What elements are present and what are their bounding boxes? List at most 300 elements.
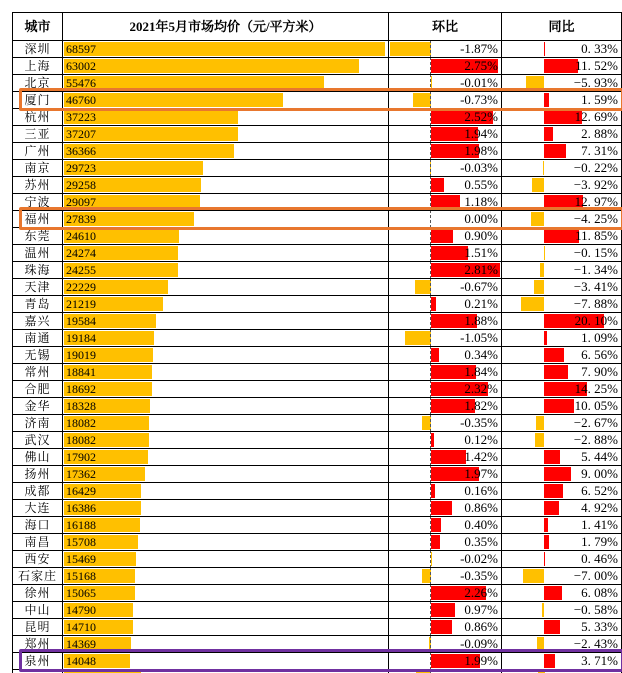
yoy-bar xyxy=(544,535,549,549)
mom-cell xyxy=(389,517,502,533)
yoy-cell xyxy=(502,449,621,465)
city-cell: 常州 xyxy=(13,364,63,380)
price-cell xyxy=(63,568,389,584)
city-cell: 南通 xyxy=(13,330,63,346)
mom-value: 1.84% xyxy=(464,364,498,379)
zero-axis-line xyxy=(430,364,431,380)
table-row xyxy=(13,636,621,653)
yoy-cell xyxy=(502,330,621,346)
yoy-value: −7. 00% xyxy=(573,568,618,583)
mom-value: -0.73% xyxy=(460,92,498,107)
city-cell: 温州 xyxy=(13,245,63,261)
header-price-title: 2021年5月市场均价（元/平方米） xyxy=(63,13,389,40)
header-yoy: 同比 xyxy=(548,19,575,34)
yoy-bar xyxy=(526,76,544,90)
city-cell: 福州 xyxy=(13,211,63,227)
yoy-cell xyxy=(502,619,621,635)
mom-bar xyxy=(413,93,431,107)
city-cell: 合肥 xyxy=(13,381,63,397)
yoy-bar xyxy=(544,348,564,362)
yoy-bar xyxy=(537,637,544,651)
yoy-cell xyxy=(502,75,621,91)
price-cell xyxy=(63,262,389,278)
yoy-cell xyxy=(502,500,621,516)
mom-bar xyxy=(431,450,466,464)
yoy-value: 5. 44% xyxy=(581,449,618,464)
yoy-bar xyxy=(543,161,544,175)
yoy-value: −0. 22% xyxy=(573,160,618,175)
price-cell xyxy=(63,296,389,312)
yoy-bar xyxy=(531,212,544,226)
yoy-bar xyxy=(542,603,544,617)
mom-cell xyxy=(389,551,502,567)
price-cell xyxy=(63,109,389,125)
city-cell: 徐州 xyxy=(13,585,63,601)
mom-cell xyxy=(389,75,502,91)
yoy-bar xyxy=(544,467,571,481)
city-cell: 珠海 xyxy=(13,262,63,278)
price-value: 15708 xyxy=(66,535,96,549)
mom-cell xyxy=(389,653,502,669)
table-row xyxy=(13,534,621,551)
yoy-value: 1. 79% xyxy=(581,534,618,549)
price-cell xyxy=(63,58,389,74)
city-cell: 济南 xyxy=(13,415,63,431)
city-cell: 佛山 xyxy=(13,449,63,465)
city-cell: 武汉 xyxy=(13,432,63,448)
zero-axis-line xyxy=(430,109,431,125)
table-row xyxy=(13,92,621,109)
yoy-cell xyxy=(502,228,621,244)
price-cell xyxy=(63,517,389,533)
price-cell xyxy=(63,483,389,499)
price-cell xyxy=(63,653,389,669)
table-row xyxy=(13,41,621,58)
yoy-value: 12. 69% xyxy=(574,109,618,124)
yoy-cell xyxy=(502,211,621,227)
table-row xyxy=(13,75,621,92)
mom-cell xyxy=(389,279,502,295)
mom-cell xyxy=(389,466,502,482)
mom-cell xyxy=(389,211,502,227)
zero-axis-line xyxy=(430,347,431,363)
price-cell xyxy=(63,41,389,57)
price-value: 15065 xyxy=(66,586,96,600)
yoy-bar xyxy=(544,127,553,141)
table-row xyxy=(13,568,621,585)
zero-axis-line xyxy=(430,568,431,584)
city-cell: 嘉兴 xyxy=(13,313,63,329)
mom-value: 1.51% xyxy=(464,245,498,260)
mom-value: 1.98% xyxy=(464,143,498,158)
zero-axis-line xyxy=(430,466,431,482)
yoy-cell xyxy=(502,279,621,295)
zero-axis-line xyxy=(430,585,431,601)
header-mom: 环比 xyxy=(389,13,502,40)
mom-cell xyxy=(389,432,502,448)
city-cell: 杭州 xyxy=(13,109,63,125)
mom-cell xyxy=(389,636,502,652)
yoy-cell xyxy=(502,296,621,312)
table-row xyxy=(13,449,621,466)
price-value: 29097 xyxy=(66,195,96,209)
price-cell xyxy=(63,126,389,142)
mom-bar xyxy=(431,433,434,447)
zero-axis-line xyxy=(430,653,431,669)
city-cell: 昆明 xyxy=(13,619,63,635)
yoy-bar xyxy=(532,178,544,192)
mom-bar xyxy=(431,348,439,362)
price-value: 24274 xyxy=(66,246,96,260)
yoy-bar xyxy=(523,569,544,583)
yoy-cell xyxy=(502,653,621,669)
mom-bar xyxy=(405,331,431,345)
price-value: 24610 xyxy=(66,229,96,243)
price-cell xyxy=(63,551,389,567)
price-value: 16386 xyxy=(66,501,96,515)
zero-axis-line xyxy=(430,500,431,516)
zero-axis-line xyxy=(430,636,431,652)
price-cell xyxy=(63,585,389,601)
zero-axis-line xyxy=(430,534,431,550)
price-value: 21219 xyxy=(66,297,96,311)
zero-axis-line xyxy=(430,194,431,210)
price-value: 27839 xyxy=(66,212,96,226)
city-cell: 成都 xyxy=(13,483,63,499)
table-row xyxy=(13,330,621,347)
price-value: 29723 xyxy=(66,161,96,175)
yoy-cell xyxy=(502,636,621,652)
mom-value: 1.94% xyxy=(464,126,498,141)
zero-axis-line xyxy=(430,517,431,533)
price-value: 18328 xyxy=(66,399,96,413)
price-cell xyxy=(63,330,389,346)
price-value: 37207 xyxy=(66,127,96,141)
mom-value: 0.21% xyxy=(464,296,498,311)
yoy-cell xyxy=(502,381,621,397)
mom-cell xyxy=(389,194,502,210)
yoy-value: −5. 93% xyxy=(573,75,618,90)
price-cell xyxy=(63,313,389,329)
price-cell xyxy=(63,636,389,652)
yoy-bar xyxy=(535,433,544,447)
yoy-bar xyxy=(544,518,548,532)
price-value: 19019 xyxy=(66,348,96,362)
mom-value: -0.01% xyxy=(460,75,498,90)
mom-cell xyxy=(389,364,502,380)
mom-value: -0.03% xyxy=(460,160,498,175)
zero-axis-line xyxy=(430,415,431,431)
zero-axis-line xyxy=(430,619,431,635)
zero-axis-line xyxy=(430,483,431,499)
price-value: 36366 xyxy=(66,144,96,158)
mom-value: 0.35% xyxy=(464,534,498,549)
zero-axis-line xyxy=(430,245,431,261)
table-row xyxy=(13,551,621,568)
price-value: 37223 xyxy=(66,110,96,124)
city-cell: 南京 xyxy=(13,160,63,176)
price-cell xyxy=(63,245,389,261)
yoy-cell xyxy=(502,177,621,193)
table-row xyxy=(13,160,621,177)
city-cell: 无锡 xyxy=(13,347,63,363)
yoy-bar xyxy=(544,93,549,107)
table-row xyxy=(13,585,621,602)
yoy-bar xyxy=(540,263,544,277)
mom-cell xyxy=(389,534,502,550)
mom-value: 2.81% xyxy=(464,262,498,277)
zero-axis-line xyxy=(430,551,431,567)
price-value: 68597 xyxy=(66,42,96,56)
city-cell: 中山 xyxy=(13,602,63,618)
mom-cell xyxy=(389,449,502,465)
mom-cell xyxy=(389,585,502,601)
price-value: 24255 xyxy=(66,263,96,277)
yoy-bar xyxy=(544,484,563,498)
table-row xyxy=(13,602,621,619)
price-value: 15168 xyxy=(66,569,96,583)
price-cell xyxy=(63,466,389,482)
yoy-cell xyxy=(502,534,621,550)
yoy-value: 11. 52% xyxy=(575,58,618,73)
table-row xyxy=(13,245,621,262)
mom-bar xyxy=(431,229,453,243)
zero-axis-line xyxy=(430,41,431,57)
mom-value: 1.18% xyxy=(464,194,498,209)
table-row xyxy=(13,364,621,381)
price-value: 29258 xyxy=(66,178,96,192)
price-value: 63002 xyxy=(66,59,96,73)
yoy-value: −2. 88% xyxy=(573,432,618,447)
table-row xyxy=(13,262,621,279)
zero-axis-line xyxy=(430,449,431,465)
mom-value: 0.86% xyxy=(464,500,498,515)
mom-bar xyxy=(431,484,435,498)
price-cell xyxy=(63,500,389,516)
zero-axis-line xyxy=(430,381,431,397)
mom-cell xyxy=(389,92,502,108)
yoy-value: 9. 00% xyxy=(581,466,618,481)
yoy-cell xyxy=(502,415,621,431)
city-cell: 广州 xyxy=(13,143,63,159)
price-cell xyxy=(63,602,389,618)
yoy-value: 5. 33% xyxy=(581,619,618,634)
mom-bar xyxy=(431,620,452,634)
table-row xyxy=(13,466,621,483)
yoy-value: −3. 92% xyxy=(573,177,618,192)
mom-value: -0.02% xyxy=(460,551,498,566)
yoy-cell xyxy=(502,602,621,618)
mom-cell xyxy=(389,483,502,499)
yoy-cell xyxy=(502,568,621,584)
mom-cell xyxy=(389,381,502,397)
mom-value: 0.40% xyxy=(464,517,498,532)
table-row xyxy=(13,58,621,75)
price-value: 15469 xyxy=(66,552,96,566)
yoy-cell xyxy=(502,551,621,567)
mom-bar xyxy=(431,246,468,260)
price-value: 18082 xyxy=(66,416,96,430)
price-value: 18841 xyxy=(66,365,96,379)
mom-cell xyxy=(389,568,502,584)
yoy-bar xyxy=(544,365,568,379)
mom-value: -0.67% xyxy=(460,279,498,294)
mom-value: 2.26% xyxy=(464,585,498,600)
city-cell: 金华 xyxy=(13,398,63,414)
yoy-bar xyxy=(544,59,578,73)
zero-axis-line xyxy=(430,92,431,108)
price-value: 14790 xyxy=(66,603,96,617)
table-row xyxy=(13,653,621,670)
mom-bar xyxy=(431,501,452,515)
zero-axis-line xyxy=(430,143,431,159)
price-cell xyxy=(63,534,389,550)
city-cell: 北京 xyxy=(13,75,63,91)
yoy-value: 6. 56% xyxy=(581,347,618,362)
zero-axis-line xyxy=(430,126,431,142)
price-cell xyxy=(63,619,389,635)
yoy-cell xyxy=(502,517,621,533)
city-cell: 三亚 xyxy=(13,126,63,142)
city-cell: 南昌 xyxy=(13,534,63,550)
yoy-cell xyxy=(502,313,621,329)
yoy-value: 10. 05% xyxy=(574,398,618,413)
mom-value: 1.88% xyxy=(464,313,498,328)
yoy-value: 0. 33% xyxy=(581,41,618,56)
table-row xyxy=(13,415,621,432)
yoy-value: −1. 34% xyxy=(573,262,618,277)
yoy-cell xyxy=(502,347,621,363)
price-bar xyxy=(64,76,324,90)
yoy-value: −2. 43% xyxy=(573,636,618,651)
mom-bar xyxy=(431,297,436,311)
header-row xyxy=(13,13,621,41)
yoy-cell xyxy=(502,245,621,261)
zero-axis-line xyxy=(430,432,431,448)
mom-value: 1.82% xyxy=(464,398,498,413)
table-row xyxy=(13,126,621,143)
yoy-value: 1. 59% xyxy=(581,92,618,107)
mom-cell xyxy=(389,126,502,142)
yoy-cell xyxy=(502,58,621,74)
price-value: 14048 xyxy=(66,654,96,668)
mom-value: -1.87% xyxy=(460,41,498,56)
mom-bar xyxy=(431,518,441,532)
mom-value: 2.52% xyxy=(464,109,498,124)
mom-bar xyxy=(390,42,431,56)
mom-cell xyxy=(389,109,502,125)
city-cell: 宁波 xyxy=(13,194,63,210)
city-cell: 深圳 xyxy=(13,41,63,57)
yoy-cell xyxy=(502,92,621,108)
yoy-cell xyxy=(502,483,621,499)
city-cell: 苏州 xyxy=(13,177,63,193)
yoy-bar xyxy=(544,399,574,413)
table-row xyxy=(13,211,621,228)
yoy-value: 0. 46% xyxy=(581,551,618,566)
yoy-bar xyxy=(544,654,555,668)
yoy-cell xyxy=(502,126,621,142)
header-city: 城市 xyxy=(13,13,63,40)
mom-cell xyxy=(389,58,502,74)
price-cell xyxy=(63,75,389,91)
yoy-value: 12. 97% xyxy=(574,194,618,209)
yoy-cell xyxy=(502,109,621,125)
table-row xyxy=(13,109,621,126)
price-cell xyxy=(63,279,389,295)
city-cell: 海口 xyxy=(13,517,63,533)
price-value: 55476 xyxy=(66,76,96,90)
table-row xyxy=(13,500,621,517)
table-row xyxy=(13,432,621,449)
price-cell xyxy=(63,347,389,363)
city-cell: 上海 xyxy=(13,58,63,74)
yoy-value: −2. 67% xyxy=(573,415,618,430)
table-row xyxy=(13,177,621,194)
table-row xyxy=(13,619,621,636)
city-cell: 青岛 xyxy=(13,296,63,312)
price-cell xyxy=(63,143,389,159)
yoy-bar xyxy=(544,229,579,243)
yoy-bar xyxy=(544,586,562,600)
mom-value: 0.12% xyxy=(464,432,498,447)
mom-cell xyxy=(389,245,502,261)
table-row xyxy=(13,228,621,245)
mom-value: 0.16% xyxy=(464,483,498,498)
yoy-value: 6. 08% xyxy=(581,585,618,600)
mom-value: 1.99% xyxy=(464,653,498,668)
mom-value: -1.05% xyxy=(460,330,498,345)
price-cell xyxy=(63,228,389,244)
price-cell xyxy=(63,92,389,108)
yoy-value: −3. 41% xyxy=(573,279,618,294)
yoy-bar xyxy=(544,144,566,158)
mom-cell xyxy=(389,143,502,159)
price-value: 16429 xyxy=(66,484,96,498)
table-row xyxy=(13,517,621,534)
yoy-value: 1. 41% xyxy=(581,517,618,532)
yoy-value: −0. 15% xyxy=(573,245,618,260)
city-cell: 大连 xyxy=(13,500,63,516)
yoy-bar xyxy=(536,416,544,430)
yoy-cell xyxy=(502,262,621,278)
mom-bar xyxy=(431,195,460,209)
price-bar xyxy=(64,93,283,107)
zero-axis-line xyxy=(430,398,431,414)
price-value: 18692 xyxy=(66,382,96,396)
price-value: 14369 xyxy=(66,637,96,651)
yoy-cell xyxy=(502,364,621,380)
table-row xyxy=(13,143,621,160)
yoy-value: 20. 10% xyxy=(574,313,618,328)
price-cell xyxy=(63,398,389,414)
mom-cell xyxy=(389,313,502,329)
zero-axis-line xyxy=(430,602,431,618)
yoy-value: 1. 09% xyxy=(581,330,618,345)
price-cell xyxy=(63,449,389,465)
price-value: 22229 xyxy=(66,280,96,294)
yoy-cell xyxy=(502,466,621,482)
city-cell: 扬州 xyxy=(13,466,63,482)
zero-axis-line xyxy=(430,160,431,176)
mom-cell xyxy=(389,398,502,414)
city-cell: 石家庄 xyxy=(13,568,63,584)
mom-cell xyxy=(389,347,502,363)
yoy-value: 14. 25% xyxy=(574,381,618,396)
table-row xyxy=(13,398,621,415)
mom-cell xyxy=(389,160,502,176)
table-row xyxy=(13,347,621,364)
